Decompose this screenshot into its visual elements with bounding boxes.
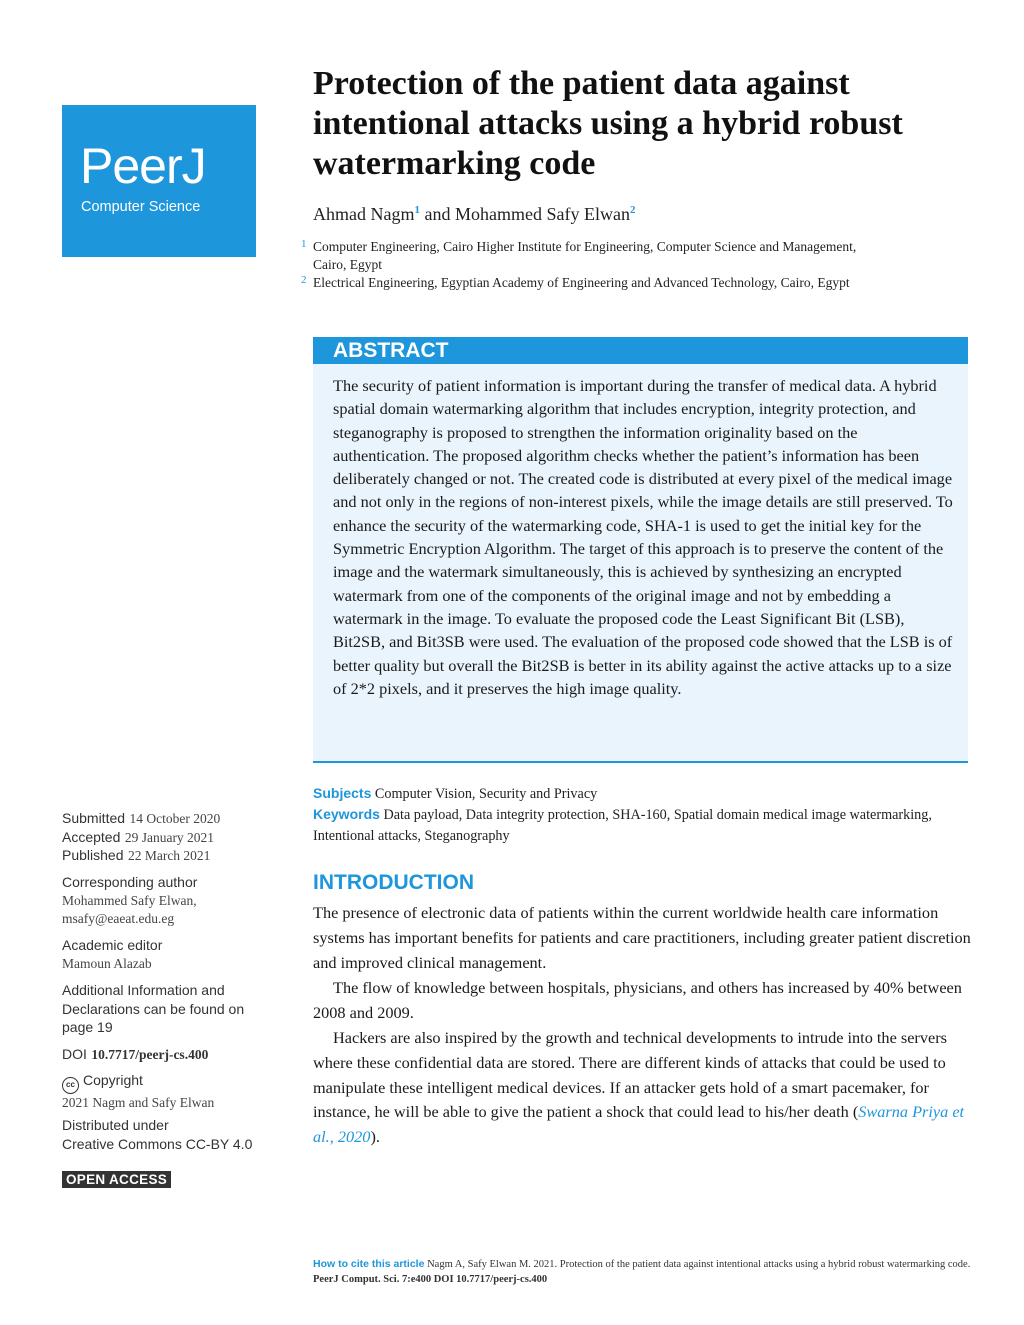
copyright-info: [62, 1071, 277, 1113]
corresponding-email[interactable]: msafy@eaeat.edu.eg: [62, 911, 175, 926]
creative-commons-icon: cc: [62, 1077, 79, 1094]
corresponding-label: Corresponding author: [62, 874, 198, 890]
affiliation-text: Electrical Engineering, Egyptian Academy of Engineering and Advanced Technology, Cairo, Egypt: [313, 275, 850, 290]
submitted-info: [62, 809, 277, 829]
affiliation-marker: 2: [629, 204, 636, 216]
abstract-text: The security of patient information is important during the transfer of medical data. A hybrid spatial domain watermarking algorithm that includes encryption, integrity protection, and steganography is proposed to strengthen the information originality based on the authentication. The proposed algorithm checks whether the patient’s information has been deliberately changed or not. The created code is distributed at every pixel of the medical image and not only in the regions of non-interest pixels, while the image details are still preserved. To enhance the security of the watermarking code, SHA-1 is used to get the initial key for the Symmetric Encryption Algorithm. The target of this approach is to preserve the content of the image and the watermark simultaneously, this is achieved by synthesizing an encrypted watermark from one of the components of the original image and not by embedding a watermark in the image. To evaluate the proposed code the Least Significant Bit (LSB), Bit2SB, and Bit3SB were used. The evaluation of the proposed code showed that the LSB is of better quality but overall the Bit2SB is better in its ability against the active attacks up to a size of 2*2 pixels, and it preserves the high image quality.: [333, 376, 953, 698]
open-access-badge: OPEN ACCESS: [62, 1171, 171, 1188]
subjects-text: Computer Vision, Security and Privacy: [374, 786, 598, 802]
academic-editor: [62, 936, 277, 973]
subjects: [313, 783, 963, 805]
affiliation-marker: 1: [414, 204, 420, 216]
authors-line: [313, 204, 635, 225]
affiliation-number: 1: [301, 238, 307, 250]
paper-title: Protection of the patient data against intentional attacks using a hybrid robust watermarking code: [313, 65, 903, 182]
license-name[interactable]: Creative Commons CC-BY 4.0: [62, 1135, 253, 1152]
cite-text: Nagm A, Safy Elwan M. 2021. Protection of the patient data against intentional attacks using a hybrid robust watermarking code.: [427, 1259, 971, 1270]
affiliation-text: Computer Engineering, Cairo Higher Institute for Engineering, Computer Science and Management, Cairo, Egypt: [313, 239, 857, 272]
doi-label: DOI: [62, 1046, 87, 1062]
doi-value[interactable]: 10.7717/peerj-cs.400: [91, 1047, 209, 1062]
keywords-label: Keywords: [313, 806, 380, 822]
citation-footer: [313, 1257, 973, 1287]
keywords: [313, 804, 963, 846]
author-name: Ahmad Nagm: [313, 204, 415, 224]
published-label: Published: [62, 847, 124, 863]
published-info: [62, 846, 277, 866]
accepted-label: Accepted: [62, 829, 121, 845]
copyright-label: Copyright: [83, 1072, 143, 1088]
submitted-label: Submitted: [62, 810, 126, 826]
published-date: 22 March 2021: [127, 848, 211, 863]
license-info: [62, 1116, 277, 1153]
citation-link[interactable]: Swarna Priya et al., 2020: [313, 1102, 965, 1147]
logo-brand: PeerJ: [80, 138, 206, 194]
abstract-box: [313, 337, 968, 763]
intro-text: Hackers are also inspired by the growth and technical developments to intrude into the servers where these confidential data are stored. There are different kinds of attacks that could be used to manipulate these intelligent medical devices. If an attacker gets hold of a smart pacemaker, for instance, he will be able to give the patient a shock that could lead to his/her death (: [313, 1028, 947, 1122]
submitted-date: 14 October 2020: [129, 811, 221, 826]
intro-text-end: ).: [370, 1127, 380, 1147]
doi-info: [62, 1045, 277, 1065]
intro-paragraph: [313, 1026, 973, 1150]
distributed-line: Distributed under: [62, 1117, 169, 1133]
editor-name: Mamoun Alazab: [62, 955, 152, 971]
author-name: Mohammed Safy Elwan: [454, 204, 630, 224]
editor-label: Academic editor: [62, 937, 163, 953]
additional-info: [62, 981, 277, 1037]
cite-label: How to cite this article: [313, 1258, 425, 1270]
abstract-heading: ABSTRACT: [313, 337, 968, 364]
authors-connector: and: [424, 204, 451, 224]
cite-journal: PeerJ Comput. Sci. 7:e400 DOI 10.7717/peerj-cs.400: [313, 1274, 548, 1285]
accepted-info: [62, 828, 277, 848]
corresponding-author: [62, 873, 277, 929]
copyright-text: 2021 Nagm and Safy Elwan: [62, 1095, 215, 1110]
affiliation-number: 2: [301, 274, 307, 286]
affiliation: [301, 274, 873, 292]
peerj-logo: [62, 105, 256, 257]
accepted-date: 29 January 2021: [124, 830, 215, 845]
intro-paragraph: The flow of knowledge between hospitals, physicians, and others has increased by 40% between 2008 and 2009.: [313, 978, 962, 1022]
keywords-text: Data payload, Data integrity protection, SHA-160, Spatial domain medical image watermarking, Intentional attacks, Steganography: [313, 807, 932, 844]
additional-info-text: Additional Information and Declarations can be found on page 19: [62, 982, 245, 1035]
logo-subtitle: Computer Science: [81, 199, 201, 215]
introduction-heading: INTRODUCTION: [313, 871, 474, 894]
affiliation: [301, 238, 873, 274]
corresponding-name: Mohammed Safy Elwan,: [62, 892, 197, 908]
subjects-label: Subjects: [313, 785, 372, 801]
intro-paragraph: The presence of electronic data of patients within the current worldwide health care information systems has important benefits for patients and care practitioners, including greater patient discretion and improved clinical management.: [313, 903, 971, 972]
